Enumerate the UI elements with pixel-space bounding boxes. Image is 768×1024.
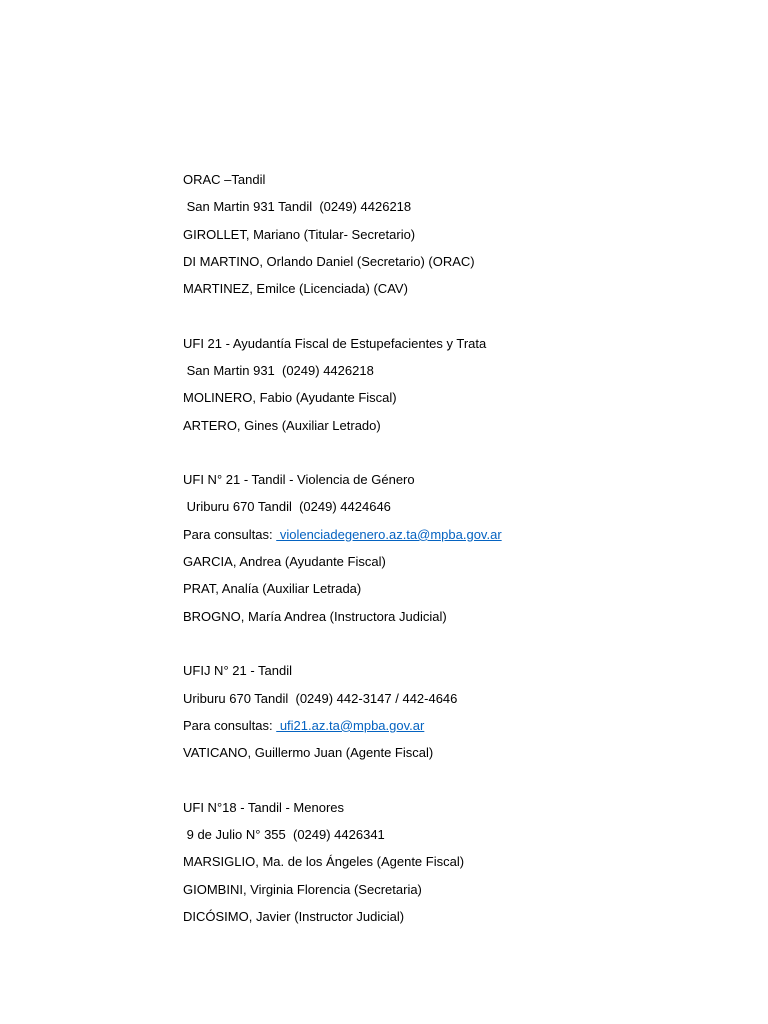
section-heading: UFI N° 21 - Tandil - Violencia de Género (183, 472, 415, 488)
section-address: 9 de Julio N° 355 (0249) 4426341 (183, 826, 385, 842)
section-address: San Martin 931 (0249) 4426218 (183, 363, 374, 379)
section-ufij21 (183, 660, 743, 769)
section-heading: UFIJ N° 21 - Tandil (183, 663, 292, 679)
section-address: Uriburu 670 Tandil (0249) 4424646 (183, 499, 391, 515)
person-entry: GARCIA, Andrea (Ayudante Fiscal) (183, 554, 386, 570)
section-address: Uriburu 670 Tandil (0249) 442-3147 / 442-4646 (183, 690, 458, 706)
person-entry: GIROLLET, Mariano (Titular- Secretario) (183, 226, 416, 242)
person-entry: DI MARTINO, Orlando Daniel (Secretario) (ORAC) (183, 254, 475, 270)
contact-label: Para consultas: (183, 717, 277, 733)
person-entry: VATICANO, Guillermo Juan (Agente Fiscal) (183, 745, 434, 761)
section-address: San Martin 931 Tandil (0249) 4426218 (183, 199, 412, 215)
person-entry: BROGNO, María Andrea (Instructora Judicial) (183, 608, 447, 624)
contact-line (183, 524, 743, 551)
person-entry: MARSIGLIO, Ma. de los Ángeles (Agente Fiscal) (183, 854, 465, 870)
person-entry: MOLINERO, Fabio (Ayudante Fiscal) (183, 390, 397, 406)
contact-email-link[interactable]: violenciadegenero.az.ta@mpba.gov.ar (276, 526, 502, 542)
section-ufi21-estupefacientes (183, 333, 743, 442)
section-ufi18-menores (183, 797, 743, 934)
person-entry: DICÓSIMO, Javier (Instructor Judicial) (183, 908, 405, 924)
section-heading: UFI N°18 - Tandil - Menores (183, 799, 345, 815)
directory-content (183, 169, 743, 960)
section-heading: ORAC –Tandil (183, 172, 266, 187)
contact-email-link[interactable]: ufi21.az.ta@mpba.gov.ar (276, 717, 425, 733)
section-orac (183, 169, 743, 306)
section-heading: UFI 21 - Ayudantía Fiscal de Estupefacientes y Trata (183, 335, 487, 351)
section-ufi21-violencia-genero (183, 469, 743, 633)
contact-label: Para consultas: (183, 526, 277, 542)
person-entry: MARTINEZ, Emilce (Licenciada) (CAV) (183, 281, 408, 297)
person-entry: GIOMBINI, Virginia Florencia (Secretaria) (183, 881, 422, 897)
person-entry: PRAT, Analía (Auxiliar Letrada) (183, 581, 362, 597)
contact-line (183, 715, 743, 742)
person-entry: ARTERO, Gines (Auxiliar Letrado) (183, 417, 381, 433)
